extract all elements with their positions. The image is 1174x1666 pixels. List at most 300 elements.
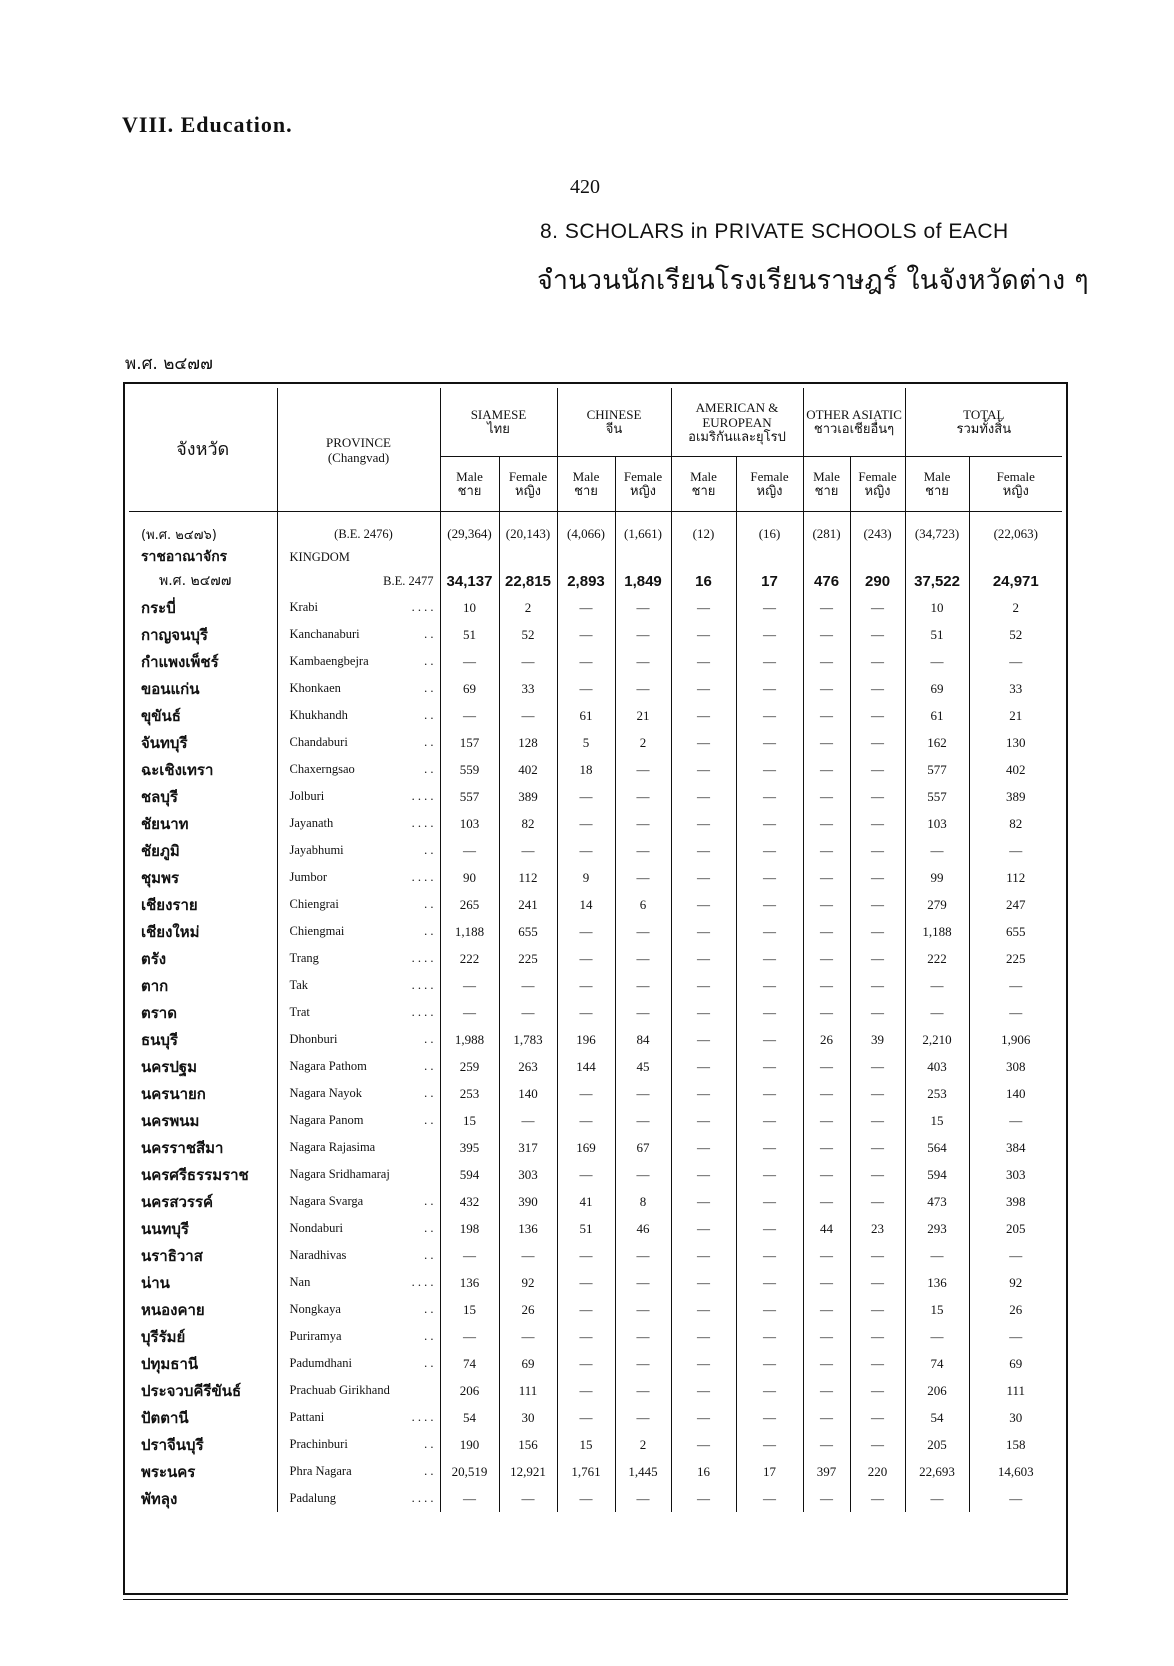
leader-dots: . . — [424, 1248, 434, 1262]
cell-value: — — [557, 783, 615, 810]
cell-value: 557 — [440, 783, 499, 810]
cell-value: 82 — [969, 810, 1062, 837]
cell-value: — — [499, 1323, 557, 1350]
page-number: 420 — [570, 176, 600, 198]
total-value: (243) — [850, 512, 905, 547]
province-name — [277, 1323, 440, 1350]
cell-value: — — [557, 945, 615, 972]
cell-value: 2 — [615, 1431, 671, 1458]
cell-value: 51 — [905, 621, 969, 648]
cell-value: 30 — [969, 1404, 1062, 1431]
cell-value: 169 — [557, 1134, 615, 1161]
cell-value: — — [969, 972, 1062, 999]
cell-value: 9 — [557, 864, 615, 891]
header-group-other-asiatic: OTHER ASIATIC ชาวเอเชียอื่นๆ — [803, 388, 905, 457]
cell-value: 6 — [615, 891, 671, 918]
province-name — [277, 1188, 440, 1215]
cell-value: 111 — [969, 1377, 1062, 1404]
cell-value: — — [671, 864, 736, 891]
cell-value: 15 — [440, 1296, 499, 1323]
leader-dots: . . — [424, 1032, 434, 1046]
cell-value: — — [850, 675, 905, 702]
province-name-text: Nagara Panom — [289, 1113, 364, 1127]
province-name — [277, 837, 440, 864]
province-name-text: Chandaburi — [289, 735, 348, 749]
cell-value: — — [557, 837, 615, 864]
leader-dots: . . — [424, 1113, 434, 1127]
cell-value: 1,988 — [440, 1026, 499, 1053]
header-female-4: Female หญิง — [969, 457, 1062, 512]
cell-value: 1,188 — [440, 918, 499, 945]
table-row — [129, 1215, 1062, 1242]
province-name — [277, 1377, 440, 1404]
cell-value: 136 — [905, 1269, 969, 1296]
table-row — [129, 783, 1062, 810]
cell-value: — — [557, 1350, 615, 1377]
cell-value: — — [671, 1269, 736, 1296]
cell-value: — — [615, 756, 671, 783]
cell-value: 225 — [499, 945, 557, 972]
table-row — [129, 1242, 1062, 1269]
province-thai: ชลบุรี — [141, 787, 178, 806]
province-name-text: Nagara Svarga — [289, 1194, 364, 1208]
cell-value: — — [803, 1323, 850, 1350]
cell-value: 16 — [671, 1458, 736, 1485]
cell-value: 220 — [850, 1458, 905, 1485]
cell-value: — — [671, 918, 736, 945]
cell-value: — — [671, 729, 736, 756]
cell-value: — — [850, 1080, 905, 1107]
cell-value: 5 — [557, 729, 615, 756]
province-thai: ขุขันธ์ — [141, 706, 181, 725]
total-value: 17 — [736, 568, 803, 594]
cell-value: 253 — [440, 1080, 499, 1107]
cell-value: — — [905, 648, 969, 675]
cell-value: — — [615, 1161, 671, 1188]
cell-value: — — [736, 837, 803, 864]
cell-value: 92 — [969, 1269, 1062, 1296]
cell-value: 1,445 — [615, 1458, 671, 1485]
province-name-text: Chiengrai — [289, 897, 339, 911]
table-row — [129, 1485, 1062, 1512]
table-row — [129, 837, 1062, 864]
cell-value: — — [850, 891, 905, 918]
cell-value: — — [615, 1377, 671, 1404]
cell-value: — — [615, 1080, 671, 1107]
cell-value: — — [803, 1053, 850, 1080]
province-name — [277, 648, 440, 675]
cell-value: 265 — [440, 891, 499, 918]
cell-value: — — [671, 702, 736, 729]
cell-value: — — [557, 675, 615, 702]
cell-value: — — [803, 621, 850, 648]
cell-value: 61 — [905, 702, 969, 729]
province-name-text: Nagara Sridhamaraj — [289, 1167, 390, 1181]
leader-dots: . . — [424, 1221, 434, 1235]
cell-value: 196 — [557, 1026, 615, 1053]
cell-value: 559 — [440, 756, 499, 783]
province-name-text: Jayanath — [289, 816, 334, 830]
cell-value: 241 — [499, 891, 557, 918]
cell-value: — — [736, 999, 803, 1026]
province-name-text: Padalung — [289, 1491, 337, 1505]
cell-value: — — [803, 756, 850, 783]
province-name — [277, 1107, 440, 1134]
cell-value: 69 — [905, 675, 969, 702]
header-group-total: TOTAL รวมทั้งสิ้น — [905, 388, 1062, 457]
cell-value: — — [850, 1404, 905, 1431]
table-row — [129, 1269, 1062, 1296]
province-name-text: Nan — [289, 1275, 311, 1289]
cell-value: — — [557, 972, 615, 999]
cell-value: — — [736, 1431, 803, 1458]
cell-value: — — [969, 648, 1062, 675]
province-thai: ตาก — [141, 976, 169, 995]
cell-value: 69 — [969, 1350, 1062, 1377]
leader-dots: . . — [424, 735, 434, 749]
cell-value: 594 — [905, 1161, 969, 1188]
cell-value: — — [736, 621, 803, 648]
cell-value: — — [671, 1026, 736, 1053]
leader-dots: . . — [424, 1464, 434, 1478]
province-thai: พัทลุง — [141, 1489, 178, 1508]
cell-value: 22,693 — [905, 1458, 969, 1485]
cell-value: — — [905, 972, 969, 999]
leader-dots: . . — [424, 924, 434, 938]
leader-dots: . . . . — [411, 816, 434, 830]
cell-value: — — [803, 1269, 850, 1296]
cell-value: — — [671, 1161, 736, 1188]
kingdom-thai: ราชอาณาจักร — [141, 549, 228, 565]
leader-dots: . . . . — [411, 789, 434, 803]
province-thai: นครปฐม — [141, 1057, 198, 1076]
total-value: 290 — [850, 568, 905, 594]
header-group-american-european: AMERICAN & EUROPEAN อเมริกันและยุโรป — [671, 388, 803, 457]
header-province-sub: (Changvad) — [327, 449, 390, 465]
cell-value: 14,603 — [969, 1458, 1062, 1485]
cell-value: — — [671, 999, 736, 1026]
table-row — [129, 891, 1062, 918]
cell-value: 33 — [969, 675, 1062, 702]
cell-value: — — [850, 1485, 905, 1512]
province-name-text: Trang — [289, 951, 319, 965]
cell-value: — — [803, 783, 850, 810]
province-thai: ขอนแก่น — [141, 679, 200, 698]
cell-value: 67 — [615, 1134, 671, 1161]
cell-value: — — [499, 972, 557, 999]
leader-dots: . . — [424, 762, 434, 776]
cell-value: — — [440, 972, 499, 999]
cell-value: — — [557, 648, 615, 675]
province-name-text: Phra Nagara — [289, 1464, 352, 1478]
cell-value: — — [850, 621, 905, 648]
province-thai: ตรัง — [141, 949, 167, 968]
leader-dots: . . — [424, 843, 434, 857]
table-row — [129, 1458, 1062, 1485]
province-name — [277, 1485, 440, 1512]
cell-value: 395 — [440, 1134, 499, 1161]
cell-value: — — [557, 1404, 615, 1431]
cell-value: — — [671, 675, 736, 702]
cell-value: 473 — [905, 1188, 969, 1215]
table-row — [129, 918, 1062, 945]
province-name — [277, 594, 440, 621]
cell-value: 136 — [499, 1215, 557, 1242]
table-row — [129, 1026, 1062, 1053]
cell-value: 14 — [557, 891, 615, 918]
cell-value: — — [615, 1404, 671, 1431]
cell-value: — — [615, 945, 671, 972]
cell-value: — — [671, 837, 736, 864]
table-row — [129, 648, 1062, 675]
cell-value: 432 — [440, 1188, 499, 1215]
leader-dots: . . . . — [411, 1410, 434, 1424]
cell-value: — — [736, 1161, 803, 1188]
total-value: (281) — [803, 512, 850, 547]
cell-value: 111 — [499, 1377, 557, 1404]
total-value: 16 — [671, 568, 736, 594]
cell-value: — — [850, 1242, 905, 1269]
leader-dots: . . . . — [411, 951, 434, 965]
cell-value: 2 — [499, 594, 557, 621]
table-row — [129, 810, 1062, 837]
province-thai: ตราด — [141, 1003, 177, 1022]
cell-value: — — [850, 972, 905, 999]
kingdom-label: KINGDOM — [277, 546, 440, 568]
cell-value: — — [969, 1242, 1062, 1269]
total-value: 37,522 — [905, 568, 969, 594]
cell-value: — — [671, 1404, 736, 1431]
cell-value: 26 — [969, 1296, 1062, 1323]
cell-value: 205 — [969, 1215, 1062, 1242]
province-thai: กำแพงเพ็ชร์ — [141, 652, 219, 671]
header-male-1: Male ชาย — [557, 457, 615, 512]
table-row — [129, 972, 1062, 999]
province-name-text: Prachinburi — [289, 1437, 348, 1451]
cell-value: 92 — [499, 1269, 557, 1296]
total-cur-label: B.E. 2477 — [277, 568, 440, 594]
table-row — [129, 1377, 1062, 1404]
header-female-0: Female หญิง — [499, 457, 557, 512]
cell-value: 69 — [440, 675, 499, 702]
cell-value: 84 — [615, 1026, 671, 1053]
scholars-table — [129, 388, 1062, 1512]
table-row — [129, 1404, 1062, 1431]
cell-value: — — [850, 945, 905, 972]
province-name-text: Nagara Pathom — [289, 1059, 367, 1073]
province-thai: ประจวบคีรีขันธ์ — [141, 1381, 242, 1400]
cell-value: — — [557, 918, 615, 945]
cell-value: — — [736, 972, 803, 999]
province-name — [277, 1404, 440, 1431]
cell-value: — — [969, 1485, 1062, 1512]
cell-value: — — [671, 1296, 736, 1323]
table-row — [129, 1431, 1062, 1458]
province-name-text: Jumbor — [289, 870, 327, 884]
cell-value: 44 — [803, 1215, 850, 1242]
cell-value: — — [803, 1107, 850, 1134]
cell-value: 46 — [615, 1215, 671, 1242]
cell-value: 8 — [615, 1188, 671, 1215]
table-row — [129, 999, 1062, 1026]
province-name-text: Jolburi — [289, 789, 325, 803]
cell-value: — — [803, 891, 850, 918]
leader-dots: . . — [424, 654, 434, 668]
cell-value: — — [969, 999, 1062, 1026]
cell-value: 54 — [905, 1404, 969, 1431]
province-thai: เชียงราย — [141, 895, 198, 914]
total-row-prev-year — [129, 512, 1062, 547]
province-thai: หนองคาย — [141, 1300, 205, 1319]
total-value: 34,137 — [440, 568, 499, 594]
cell-value: 157 — [440, 729, 499, 756]
cell-value: 20,519 — [440, 1458, 499, 1485]
cell-value: 39 — [850, 1026, 905, 1053]
cell-value: 655 — [969, 918, 1062, 945]
cell-value: 18 — [557, 756, 615, 783]
cell-value: — — [671, 1107, 736, 1134]
cell-value: — — [736, 648, 803, 675]
cell-value: — — [803, 1296, 850, 1323]
cell-value: — — [557, 1242, 615, 1269]
cell-value: — — [736, 1485, 803, 1512]
province-name — [277, 675, 440, 702]
cell-value: 594 — [440, 1161, 499, 1188]
province-thai: ปัตตานี — [141, 1408, 189, 1427]
total-value: (22,063) — [969, 512, 1062, 547]
cell-value: — — [615, 972, 671, 999]
cell-value: — — [736, 1215, 803, 1242]
leader-dots: . . . . — [411, 1005, 434, 1019]
province-thai: นราธิวาส — [141, 1246, 203, 1265]
total-row-current-year — [129, 568, 1062, 594]
cell-value: 225 — [969, 945, 1062, 972]
cell-value: — — [736, 1350, 803, 1377]
province-name-text: Tak — [289, 978, 309, 992]
province-thai: นครสวรรค์ — [141, 1192, 214, 1211]
cell-value: — — [803, 837, 850, 864]
cell-value: — — [803, 1377, 850, 1404]
province-name — [277, 1458, 440, 1485]
province-name — [277, 1296, 440, 1323]
cell-value: — — [671, 621, 736, 648]
cell-value: — — [736, 891, 803, 918]
cell-value: 293 — [905, 1215, 969, 1242]
province-name-text: Dhonburi — [289, 1032, 338, 1046]
cell-value: 99 — [905, 864, 969, 891]
cell-value: — — [736, 594, 803, 621]
province-name-text: Kanchanaburi — [289, 627, 360, 641]
province-name-text: Khonkaen — [289, 681, 341, 695]
cell-value: 26 — [803, 1026, 850, 1053]
cell-value: 397 — [803, 1458, 850, 1485]
cell-value: — — [671, 1134, 736, 1161]
cell-value: 398 — [969, 1188, 1062, 1215]
leader-dots: . . — [424, 1194, 434, 1208]
cell-value: — — [905, 1323, 969, 1350]
province-name-text: Jayabhumi — [289, 843, 344, 857]
table-row — [129, 1323, 1062, 1350]
cell-value: 15 — [905, 1296, 969, 1323]
cell-value: — — [803, 972, 850, 999]
cell-value: — — [557, 810, 615, 837]
cell-value: — — [671, 1485, 736, 1512]
cell-value: 1,783 — [499, 1026, 557, 1053]
cell-value: 247 — [969, 891, 1062, 918]
table-row — [129, 945, 1062, 972]
cell-value: 557 — [905, 783, 969, 810]
cell-value: 45 — [615, 1053, 671, 1080]
cell-value: — — [736, 729, 803, 756]
cell-value: — — [736, 1107, 803, 1134]
table-title-english: 8. SCHOLARS in PRIVATE SCHOOLS of EACH — [540, 220, 1009, 243]
table-row — [129, 1080, 1062, 1107]
cell-value: 389 — [969, 783, 1062, 810]
leader-dots: . . . . — [411, 1275, 434, 1289]
province-name-text: Puriramya — [289, 1329, 342, 1343]
province-name-text: Nongkaya — [289, 1302, 341, 1316]
cell-value: — — [615, 918, 671, 945]
cell-value: 317 — [499, 1134, 557, 1161]
cell-value: — — [850, 999, 905, 1026]
cell-value: 206 — [905, 1377, 969, 1404]
cell-value: — — [803, 648, 850, 675]
cell-value: — — [736, 864, 803, 891]
leader-dots: . . — [424, 1302, 434, 1316]
cell-value: — — [499, 1485, 557, 1512]
table-row — [129, 756, 1062, 783]
province-name — [277, 756, 440, 783]
table-row — [129, 1350, 1062, 1377]
cell-value: — — [803, 810, 850, 837]
cell-value: — — [557, 1269, 615, 1296]
total-value: (34,723) — [905, 512, 969, 547]
cell-value: 156 — [499, 1431, 557, 1458]
cell-value: — — [440, 1485, 499, 1512]
province-name — [277, 702, 440, 729]
cell-value: 308 — [969, 1053, 1062, 1080]
cell-value: — — [736, 945, 803, 972]
cell-value: — — [557, 621, 615, 648]
cell-value: — — [850, 1350, 905, 1377]
province-name — [277, 1026, 440, 1053]
cell-value: — — [557, 1161, 615, 1188]
cell-value: — — [905, 999, 969, 1026]
cell-value: 74 — [905, 1350, 969, 1377]
cell-value: — — [803, 1188, 850, 1215]
table-row — [129, 594, 1062, 621]
section-heading: VIII. Education. — [122, 112, 293, 137]
cell-value: — — [557, 1377, 615, 1404]
cell-value: — — [905, 837, 969, 864]
total-prev-label: (B.E. 2476) — [277, 512, 440, 547]
cell-value: 52 — [969, 621, 1062, 648]
table-body — [129, 512, 1062, 1513]
province-thai: นครศรีธรรมราช — [141, 1165, 249, 1184]
cell-value: — — [615, 1269, 671, 1296]
cell-value: 2,210 — [905, 1026, 969, 1053]
cell-value: — — [803, 864, 850, 891]
cell-value: — — [615, 810, 671, 837]
cell-value: — — [850, 1134, 905, 1161]
leader-dots: . . — [424, 681, 434, 695]
cell-value: — — [736, 1269, 803, 1296]
leader-dots: . . — [424, 1086, 434, 1100]
cell-value: — — [803, 1485, 850, 1512]
total-value: (4,066) — [557, 512, 615, 547]
leader-dots: . . — [424, 1437, 434, 1451]
province-name — [277, 621, 440, 648]
